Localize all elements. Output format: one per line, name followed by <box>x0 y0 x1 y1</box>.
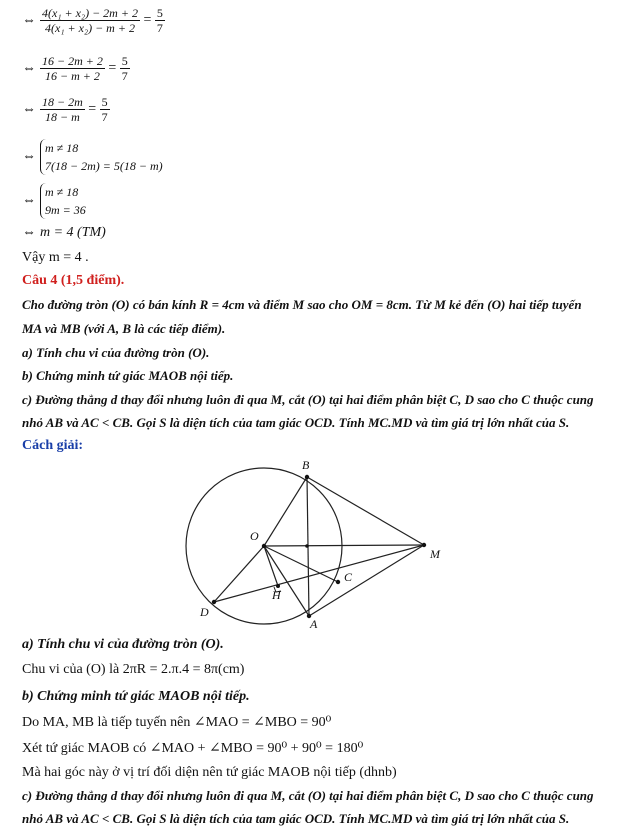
label-d: D <box>200 605 209 619</box>
conclusion-text: Vậy m = 4 . <box>22 250 89 265</box>
question-4-part-c-line-1: c) Đường thẳng d thay đổi nhưng luôn đi qua M, cắt (O) tại hai điểm phân biệt C, D sao cho C thuộc cung <box>22 392 594 407</box>
fraction: $\frac{16 - 2m + 2}{16 - m + 2}$ <box>42 54 103 83</box>
equation-1: ⇔ $\frac{\text{4(x₁ + x₂) − 2m + 2}}{\text{4(x₁ + x₂) − m + 2}}$ = $\frac{5}{7}$ <box>22 6 163 35</box>
fraction-result: $\frac{5}{7}$ <box>156 6 163 35</box>
point-d <box>212 600 216 604</box>
solution-part-c-line-1: c) Đường thẳng d thay đổi nhưng luôn đi qua M, cắt (O) tại hai điểm phân biệt C, D sao cho C thuộc cung <box>22 788 594 803</box>
solution-part-a-text: Chu vi của (O) là 2πR = 2.π.4 = 8π(cm) <box>22 662 245 677</box>
tangent-ma <box>309 545 424 616</box>
equivalence-arrow: ⇔ <box>22 12 36 28</box>
fraction-result: $\frac{5}{7}$ <box>101 95 108 124</box>
question-4-line-1: Cho đường tròn (O) có bán kính R = 4cm và điểm M sao cho OM = 8cm. Từ M kẻ đến (O) hai tiếp tuyến <box>22 297 582 312</box>
label-h: H <box>272 588 281 602</box>
solution-part-b-line-1: Do MA, MB là tiếp tuyến nên ∠MAO = ∠MBO = 90⁰ <box>22 715 332 730</box>
equation-final: ⇔ m = 4 (TM) <box>22 225 106 240</box>
solution-title: Cách giải: <box>22 438 84 453</box>
label-b: B <box>302 458 310 472</box>
equivalence-arrow: ⇔ <box>22 225 36 240</box>
label-o: O <box>250 529 259 543</box>
solution-part-b-title: b) Chứng minh tứ giác MAOB nội tiếp. <box>22 689 250 704</box>
fraction: $\frac{18 - 2m}{18 - m}$ <box>42 95 83 124</box>
solution-part-c-line-2: nhỏ AB và AC < CB. Gọi S là diện tích của tam giác OCD. Tính MC.MD và tìm giá trị lớn nhất của S. <box>22 811 570 826</box>
equation-2: ⇔ $\frac{16 - 2m + 2}{16 - m + 2}$ = $\frac{5}{7}$ <box>22 54 128 83</box>
equivalence-arrow: ⇔ <box>22 149 36 165</box>
secant-dm <box>214 545 424 602</box>
fraction: $\frac{\text{4(x₁ + x₂) − 2m + 2}}{\text{4(x₁ + x₂) − m + 2}}$ <box>42 6 138 35</box>
question-4-part-c-line-2: nhỏ AB và AC < CB. Gọi S là diện tích của tam giác OCD. Tính MC.MD và tìm giá trị lớn nhất của S. <box>22 415 570 430</box>
question-4-title: Câu 4 (1,5 điểm). <box>22 273 125 288</box>
question-4-part-b: b) Chứng minh tứ giác MAOB nội tiếp. <box>22 368 234 383</box>
fraction-result: $\frac{5}{7}$ <box>121 54 128 83</box>
equation-system: m ≠ 18 9m = 36 <box>40 183 86 219</box>
solution-part-a-title: a) Tính chu vi của đường tròn (O). <box>22 637 224 652</box>
equivalence-arrow: ⇔ <box>22 101 36 117</box>
point-intersection <box>305 544 309 548</box>
label-a: A <box>310 617 318 631</box>
solution-part-b-line-2: Xét tứ giác MAOB có ∠MAO + ∠MBO = 90⁰ + 90⁰ = 180⁰ <box>22 741 364 756</box>
equation-system: m ≠ 18 7(18 − 2m) = 5(18 − m) <box>40 139 163 175</box>
point-c <box>336 580 340 584</box>
tangent-mb <box>307 477 424 545</box>
label-m: M <box>430 547 440 561</box>
question-4-part-a: a) Tính chu vi của đường tròn (O). <box>22 345 210 360</box>
equivalence-arrow: ⇔ <box>22 60 36 76</box>
point-b <box>305 475 309 479</box>
question-4-line-2: MA và MB (với A, B là các tiếp điểm). <box>22 321 226 336</box>
equation-3: ⇔ $\frac{18 - 2m}{18 - m}$ = $\frac{5}{7}$ <box>22 95 108 124</box>
segment-ob <box>264 477 307 546</box>
label-c: C <box>344 570 353 584</box>
equivalence-arrow: ⇔ <box>22 193 36 209</box>
point-m <box>422 543 426 547</box>
segment-om <box>264 545 424 546</box>
solution-part-b-line-3: Mà hai góc này ở vị trí đối diện nên tứ giác MAOB nội tiếp (dhnb) <box>22 765 397 780</box>
point-o <box>262 544 266 548</box>
segment-od <box>214 546 264 602</box>
